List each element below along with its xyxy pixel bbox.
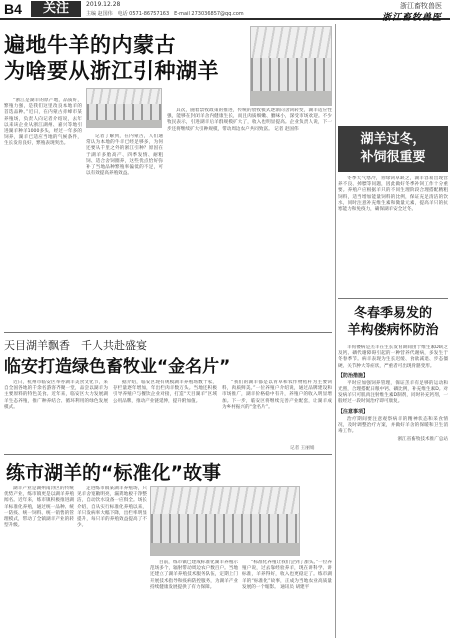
sidebar2-title-line1: 冬春季易发的	[353, 306, 432, 321]
story2-col1	[4, 380, 108, 450]
sidebar2-title-line2: 羊构偻病怀防治	[347, 323, 439, 338]
sidebar2-body	[338, 345, 448, 635]
story3-col3	[150, 560, 238, 636]
main-headline-line2: 为啥要从浙江引种湖羊	[4, 59, 219, 83]
issue-date: 2019.12.28	[86, 1, 121, 8]
main-story-text-1: “浙江是湖羊的原产地，品质好，繁殖力强，是我们这里改良本地羊的首选品种。”近日，在内蒙古赤峰市某养殖场，负责人向记者介绍说，去年以来该企业从浙江湖州、嘉兴等地引进湖羊种羊1000多头，经过一年多的饲养，湖羊已适应当地的气候条件，生长发育良好，繁殖表现突出。	[4, 98, 82, 147]
sidebar1-title-box	[338, 126, 448, 172]
main-story-col2	[86, 134, 163, 329]
divider	[4, 454, 332, 455]
story2-kicker: 天目湖羊飘香 千人共赴盛宴	[4, 339, 147, 352]
sidebar2-byline: 浙江省畜牧技术推广总站	[397, 437, 448, 443]
sidebar2-text-2: 平时应加强饲养管理，保证羔羊有足够的运动和光照，合理搭配日粮中钙、磷比例，补充维生素D。对发病羊只可肌肉注射维生素D制剂，同时补充钙剂，一般经过一段时间治疗即可康复。	[338, 380, 448, 405]
divider	[4, 332, 332, 333]
sidebar1-title-line1: 湖羊过冬，	[360, 132, 426, 147]
section-label: 关注	[31, 1, 81, 17]
story2-col3	[222, 380, 332, 444]
page-header	[0, 0, 450, 23]
story3-text-1: 湖羊产业是湖州南浔区的传统优势产业，练市镇更是以湖羊养殖闻名。近年来，练市镇积极推进湖羊标准化养殖，通过统一品种、统一防疫、统一饲料、统一销售的管理模式，带动了全镇湖羊产业的转型升级。	[4, 486, 74, 529]
sidebar2-subhead-2: 【注意事项】	[338, 408, 369, 415]
story3-col1	[4, 486, 74, 636]
column-divider	[335, 24, 336, 638]
main-story-col1	[4, 98, 82, 328]
sheep-barn-photo-small	[86, 88, 162, 128]
newspaper-masthead: 浙江畜牧兽医	[381, 13, 442, 23]
story3-col2	[77, 486, 147, 636]
story3-text-4: “标准化养殖让我们尝到了甜头。”一位养殖户说，过去靠经验养羊，现在讲科学、讲标准，羊养得好，收入也更稳定了。练市湖羊的“标准化”故事，正成为当地农业高质量发展的一个缩影。 通讯员 胡建平	[242, 560, 332, 590]
sheep-pen-photo	[150, 486, 300, 556]
story2-text-2: 据介绍，临安区现有规模湖羊养殖场数十家，存栏量逐年增加，年出栏肉羊数万头。当地还积极引导养殖户与餐饮企业对接，打造“天目湖羊”区域公用品牌，推动产业链延伸，提升附加值。	[113, 380, 217, 404]
story2-headline: 临安打造绿色畜牧业“金名片”	[4, 357, 231, 377]
main-story-text-3: 其次，随着禁牧政策的推进，传统的放牧模式逐渐向舍饲转变，湖羊适应性强，能够在封闭羊舍内健康生长，而且肉质细嫩、膻味小，深受市场欢迎。不少牧民表示，引进湖羊后羊群规模扩大了，收入也明显提高。企业负责人说，下一步还将继续扩大引种规模，带动周边农户共同致富。 记者 赵国伟	[167, 108, 332, 132]
main-story-col3	[167, 108, 332, 328]
story2-col2	[113, 380, 217, 450]
page-number: B4	[4, 1, 22, 17]
sidebar2-subhead-1: 【防治措施】	[338, 372, 369, 379]
sidebar1-body	[338, 176, 448, 294]
sidebar1-text: 冬季天气寒冷，青绿饲草缺乏，湖羊容易出现营养不良、掉膘等问题，因此做好冬季补饲工作十分重要。养殖户应根据羊只的不同生理阶段合理搭配精粗饲料，适当增加能量饲料的比例，保证充足清洁的饮水，同时注意补充维生素和微量元素，提高羊只的抗寒能力和免疫力，确保湖羊安全过冬。	[338, 176, 448, 213]
story3-text-2: 走进练市镇某湖羊养殖场，只见羊舍宽敞明亮，漏粪地板干净整洁，自动饮水设备一应俱全。场长介绍，自从实行标准化养殖以来，羊只发病率大幅下降，出栏率明显提升，每只羊的养殖效益提高了不少。	[77, 486, 147, 529]
main-headline-line1: 遍地牛羊的内蒙古	[4, 33, 176, 57]
sidebar2-text-1: 羊佝偻病是羔羊在生长发育期间由于维生素D缺乏及钙、磷代谢障碍引起的一种营养代谢病，多发生于冬春季节。病羊表现为生长迟缓、食欲减退、步态僵硬、关节肿大等症状，严重者可出现骨骼变形。	[338, 345, 448, 369]
sheep-barn-photo-large	[250, 26, 332, 106]
story3-headline: 练市湖羊的“标准化”故事	[6, 462, 221, 484]
main-headline	[4, 32, 219, 84]
story2-text-1: 近日，杭州市临安区举办湖羊美食文化节，来自全国各地的千余名游客齐聚一堂，品尝以湖羊为主要原料的特色美食。近年来，临安区大力发展湖羊生态养殖，推广种养结合、循环利用的绿色发展模式。	[4, 380, 108, 410]
story3-col4	[242, 560, 332, 636]
editor-contact: 主编 赵国伟 电话 0571-86757163 E-mail 273036857@qq.com	[86, 11, 244, 17]
sidebar2-text-3: 治疗期间要注意观察病羊的精神状态和采食情况，及时调整治疗方案，并做好羊舍的保暖和卫生消毒工作。	[338, 416, 448, 435]
sidebar1-title-line2: 补饲很重要	[360, 150, 426, 165]
column-name: 浙江畜牧兽医	[400, 2, 442, 10]
main-story-text-2: 记者了解到，在内蒙古，人们通常认为本地的牛羊已经足够多，为何还要从千里之外的浙江引种？原因在于湖羊多胎高产、四季发情、耐粗饲、适合舍饲圈养，这些优点恰好弥补了当地品种繁殖率偏低的不足，可以有效提高养殖效益。	[86, 134, 163, 177]
story2-byline: 记者 王丽娟	[290, 446, 315, 451]
divider	[338, 298, 448, 299]
story3-text-3: 目前，练市镇已建成标准化湖羊养殖示范场多个，辐射带动周边农户数百户。当地还建立了湖羊养殖技术服务队伍，定期上门开展技术指导和疫病防控服务，为湖羊产业持续健康发展提供了有力保障。	[150, 560, 238, 590]
story2-text-3: “我们的湖羊都是以青草和农作物秸秆为主要饲料，肉质鲜美。”一位养殖户介绍说，通过品牌建设和市场推广，湖羊价格稳中有升，养殖户的收入明显增加。下一步，临安区将继续完善产业配套，让湖羊成为乡村振兴的“金名片”。	[222, 380, 332, 410]
